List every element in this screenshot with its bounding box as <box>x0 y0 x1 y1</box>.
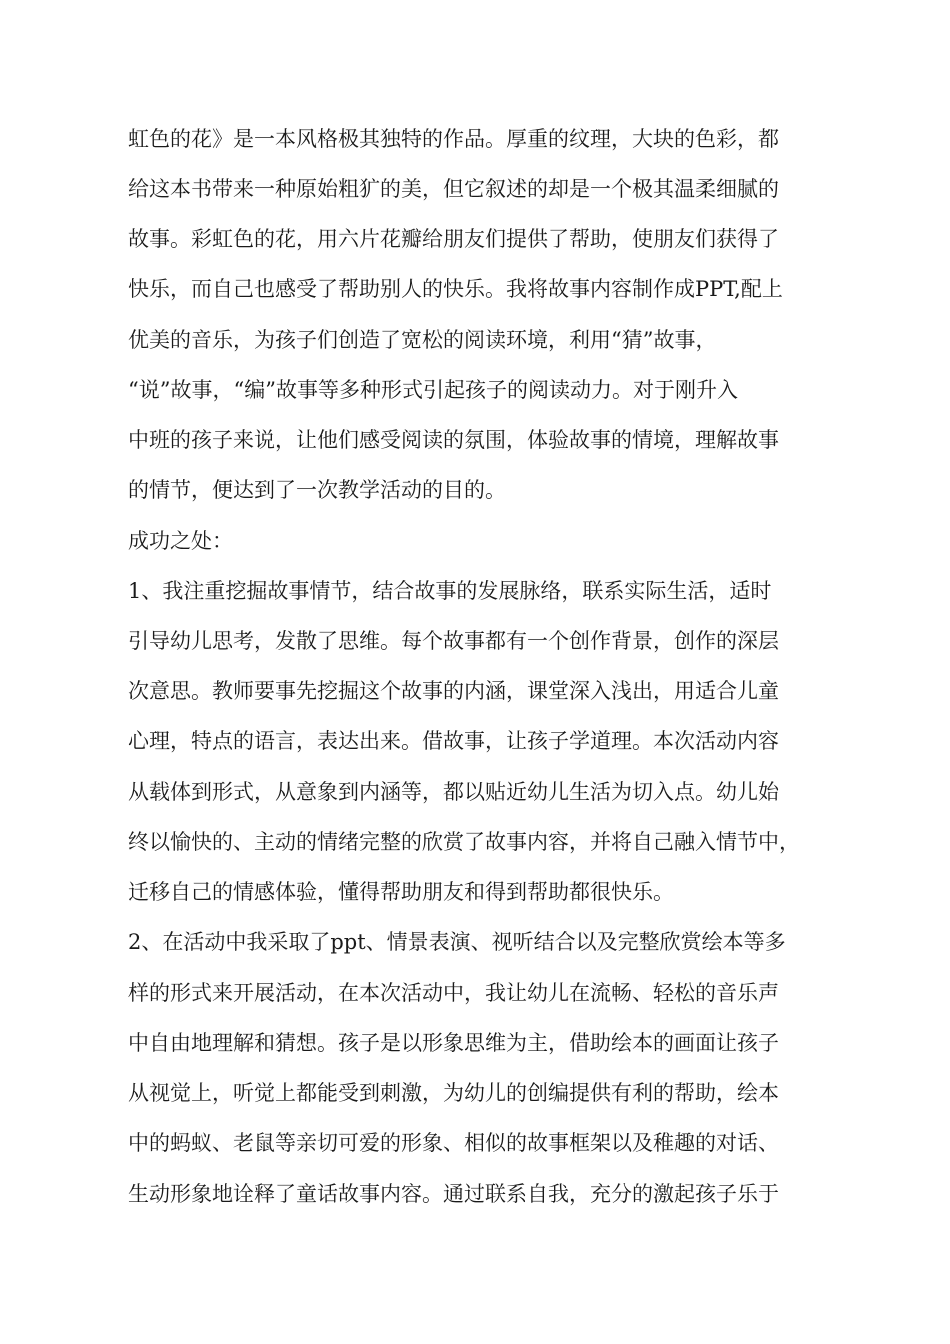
text-line: 1、我注重挖掘故事情节，结合故事的发展脉络，联系实际生活，适时 <box>128 579 772 603</box>
text-line: 终以愉快的、主动的情绪完整的欣赏了故事内容，并将自己融入情节中， <box>128 830 800 854</box>
section-heading: 成功之处： <box>128 529 233 553</box>
text-line: 给这本书带来一种原始粗犷的美，但它叙述的却是一个极其温柔细腻的 <box>128 177 779 201</box>
text-line: 迁移自己的情感体验，懂得帮助朋友和得到帮助都很快乐。 <box>128 880 674 904</box>
text-line: 从视觉上，听觉上都能受到刺激，为幼儿的创编提供有利的帮助，绘本 <box>128 1081 779 1105</box>
text-line: 中自由地理解和猜想。孩子是以形象思维为主，借助绘本的画面让孩子 <box>128 1031 779 1055</box>
text-line: 2、在活动中我采取了ppt、情景表演、视听结合以及完整欣赏绘本等多 <box>128 930 786 954</box>
text-line: 次意思。教师要事先挖掘这个故事的内涵，课堂深入浅出，用适合儿童 <box>128 679 779 703</box>
text-line: 从载体到形式，从意象到内涵等，都以贴近幼儿生活为切入点。幼儿始 <box>128 780 779 804</box>
text-line: 生动形象地诠释了童话故事内容。通过联系自我，充分的激起孩子乐于 <box>128 1182 779 1206</box>
text-line: 引导幼儿思考，发散了思维。每个故事都有一个创作背景，创作的深层 <box>128 629 779 653</box>
text-line: 优美的音乐，为孩子们创造了宽松的阅读环境，利用“猜”故事， <box>128 328 717 352</box>
text-line: 故事。彩虹色的花，用六片花瓣给朋友们提供了帮助，使朋友们获得了 <box>128 227 779 251</box>
text-line: “说”故事，“编”故事等多种形式引起孩子的阅读动力。对于刚升入 <box>128 378 738 402</box>
text-line: 快乐，而自己也感受了帮助别人的快乐。我将故事内容制作成PPT,配上 <box>128 277 783 301</box>
text-line: 的情节，便达到了一次教学活动的目的。 <box>128 478 506 502</box>
text-line: 中的蚂蚁、老鼠等亲切可爱的形象、相似的故事框架以及稚趣的对话、 <box>128 1131 779 1155</box>
text-line: 心理，特点的语言，表达出来。借故事，让孩子学道理。本次活动内容 <box>128 729 779 753</box>
text-line: 样的形式来开展活动，在本次活动中，我让幼儿在流畅、轻松的音乐声 <box>128 981 779 1005</box>
text-line: 虹色的花》是一本风格极其独特的作品。厚重的纹理，大块的色彩，都 <box>128 127 779 151</box>
text-line: 中班的孩子来说，让他们感受阅读的氛围，体验故事的情境，理解故事 <box>128 428 779 452</box>
